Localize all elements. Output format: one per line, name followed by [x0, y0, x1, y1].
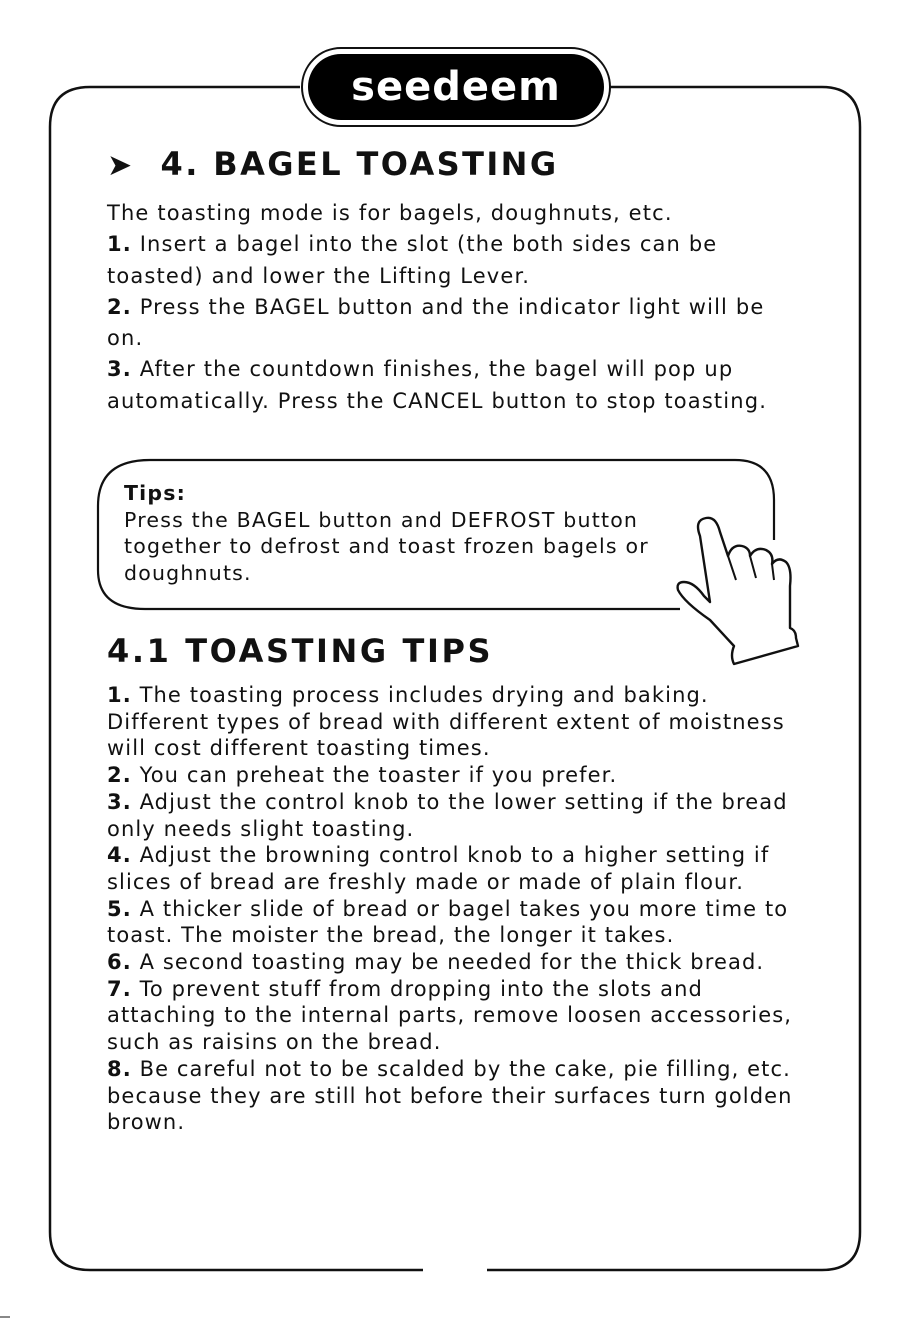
- step-3: [107, 354, 807, 417]
- section-title: [107, 145, 559, 183]
- tip-number: 8.: [107, 1056, 132, 1081]
- tip-text: Be careful not to be scalded by the cake, pie filling, etc. because they are still hot before their surfaces turn golden brown.: [107, 1056, 793, 1135]
- step-text: After the countdown finishes, the bagel will pop up automatically. Press the CANCEL button to stop toasting.: [107, 357, 768, 413]
- step-text: Insert a bagel into the slot (the both sides can be toasted) and lower the Lifting Lever.: [107, 232, 718, 288]
- step-number: 1.: [107, 232, 132, 257]
- brand-logo: [308, 54, 604, 120]
- toasting-tips-title: 4.1 TOASTING TIPS: [107, 632, 494, 670]
- tip-item: [107, 842, 817, 895]
- step-1: [107, 229, 807, 292]
- step-number: 2.: [107, 294, 132, 319]
- tip-text: Adjust the control knob to the lower setting if the bread only needs slight toasting.: [107, 789, 788, 841]
- brand-logo-text: seedeem: [351, 64, 561, 110]
- tip-text: A second toasting may be needed for the thick bread.: [131, 950, 765, 975]
- tip-number: 2.: [107, 763, 132, 788]
- tip-item: [107, 896, 817, 949]
- tip-text: You can preheat the toaster if you prefer.: [131, 763, 618, 788]
- toasting-tips-list: [107, 682, 817, 1136]
- tip-text: To prevent stuff from dropping into the slots and attaching to the internal parts, remove loosen accessories, such as raisins on the bread.: [107, 976, 793, 1055]
- tip-item: [107, 1056, 817, 1136]
- tip-item: [107, 682, 817, 762]
- arrow-right-icon: ➤: [107, 148, 135, 183]
- tips-text: Press the BAGEL button and DEFROST button together to defrost and toast frozen bagels or doughnuts.: [124, 507, 649, 585]
- tip-text: Adjust the browning control knob to a higher setting if slices of bread are freshly made or made of plain flour.: [107, 843, 770, 894]
- step-2: [107, 292, 807, 355]
- tip-text: The toasting process includes drying and baking. Different types of bread with different extent of moistness will cost different toasting times.: [107, 683, 785, 761]
- tip-number: 5.: [107, 896, 132, 921]
- tip-number: 4.: [107, 843, 132, 868]
- intro-text: The toasting mode is for bagels, doughnuts, etc.: [107, 201, 673, 225]
- tip-item: [107, 762, 817, 789]
- tip-item: [107, 949, 817, 976]
- pointing-hand-icon: [670, 506, 810, 668]
- step-text: Press the BAGEL button and the indicator light will be on.: [107, 294, 765, 351]
- tip-number: 6.: [107, 950, 132, 975]
- tips-box: [124, 480, 684, 586]
- tip-text: A thicker slide of bread or bagel takes you more time to toast. The moister the bread, the longer it takes.: [107, 896, 789, 948]
- tip-item: [107, 789, 817, 842]
- tip-number: 7.: [107, 976, 132, 1001]
- tip-number: 1.: [107, 683, 132, 707]
- tip-item: [107, 976, 817, 1056]
- section-title-text: 4. BAGEL TOASTING: [160, 145, 559, 183]
- bagel-instructions: [107, 198, 807, 417]
- tips-label: Tips:: [124, 481, 187, 505]
- tip-number: 3.: [107, 789, 132, 814]
- step-number: 3.: [107, 357, 132, 382]
